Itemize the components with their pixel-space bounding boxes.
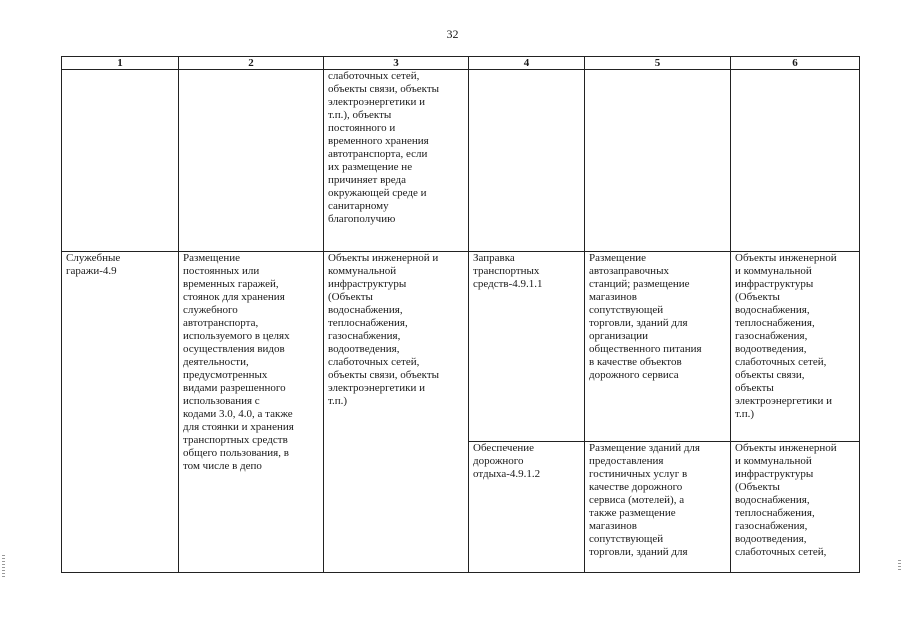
cell-auxiliary-uses-continued: слаботочных сетей, объекты связи, объекты электроэнергетики и т.п.), объекты постоянного и временного хранения автотранспорта, если их размещение не причиняет вреда окружающей среде и санитарному благополучию	[324, 70, 469, 252]
cell-main-use-name: Служебные гаражи-4.9	[62, 252, 179, 573]
column-header-5: 5	[585, 57, 731, 70]
cell-main-use-description: Размещение постоянных или временных гаражей, стоянок для хранения служебного автотранспорта, используемого в целях осуществления видов деятельности, предусмотренных видами разрешенного использования с кодами 3.0, 4.0, а также для стоянки и хранения транспортных средств общего пользования, в том числе в депо	[179, 252, 324, 573]
page-number: 32	[446, 27, 459, 41]
scan-margin-mark	[2, 555, 5, 577]
cell-conditional-use-description: Размещение зданий для предоставления гостиничных услуг в качестве дорожного сервиса (мотелей), а также размещение магазинов сопутствующей торговли, зданий для	[585, 442, 731, 573]
scan-margin-mark	[898, 560, 901, 570]
column-header-3: 3	[324, 57, 469, 70]
cell-empty	[62, 70, 179, 252]
cell-empty	[731, 70, 860, 252]
regulation-table	[61, 56, 860, 573]
cell-empty	[179, 70, 324, 252]
cell-conditional-use-name: Обеспечение дорожного отдыха-4.9.1.2	[469, 442, 585, 573]
table-row-service-garages	[62, 252, 860, 442]
cell-conditional-auxiliary-uses: Объекты инженерной и коммунальной инфраструктуры (Объекты водоснабжения, теплоснабжения, газоснабжения, водоотведения, слаботочных сетей,	[731, 442, 860, 573]
cell-conditional-use-description: Размещение автозаправочных станций; размещение магазинов сопутствующей торговли, зданий для организации общественного питания в качестве объектов дорожного сервиса	[585, 252, 731, 442]
cell-conditional-use-name: Заправка транспортных средств-4.9.1.1	[469, 252, 585, 442]
cell-conditional-auxiliary-uses: Объекты инженерной и коммунальной инфраструктуры (Объекты водоснабжения, теплоснабжения, газоснабжения, водоотведения, слаботочных сетей, объекты связи, объекты электроэнергетики и т.п.)	[731, 252, 860, 442]
cell-auxiliary-uses: Объекты инженерной и коммунальной инфраструктуры (Объекты водоснабжения, теплоснабжения, газоснабжения, водоотведения, слаботочных сетей, объекты связи, объекты электроэнергетики и т.п.)	[324, 252, 469, 573]
column-header-6: 6	[731, 57, 860, 70]
cell-empty	[469, 70, 585, 252]
table-header-row	[62, 57, 860, 70]
cell-empty	[585, 70, 731, 252]
column-header-4: 4	[469, 57, 585, 70]
column-header-2: 2	[179, 57, 324, 70]
column-header-1: 1	[62, 57, 179, 70]
table-row-continuation	[62, 70, 860, 252]
